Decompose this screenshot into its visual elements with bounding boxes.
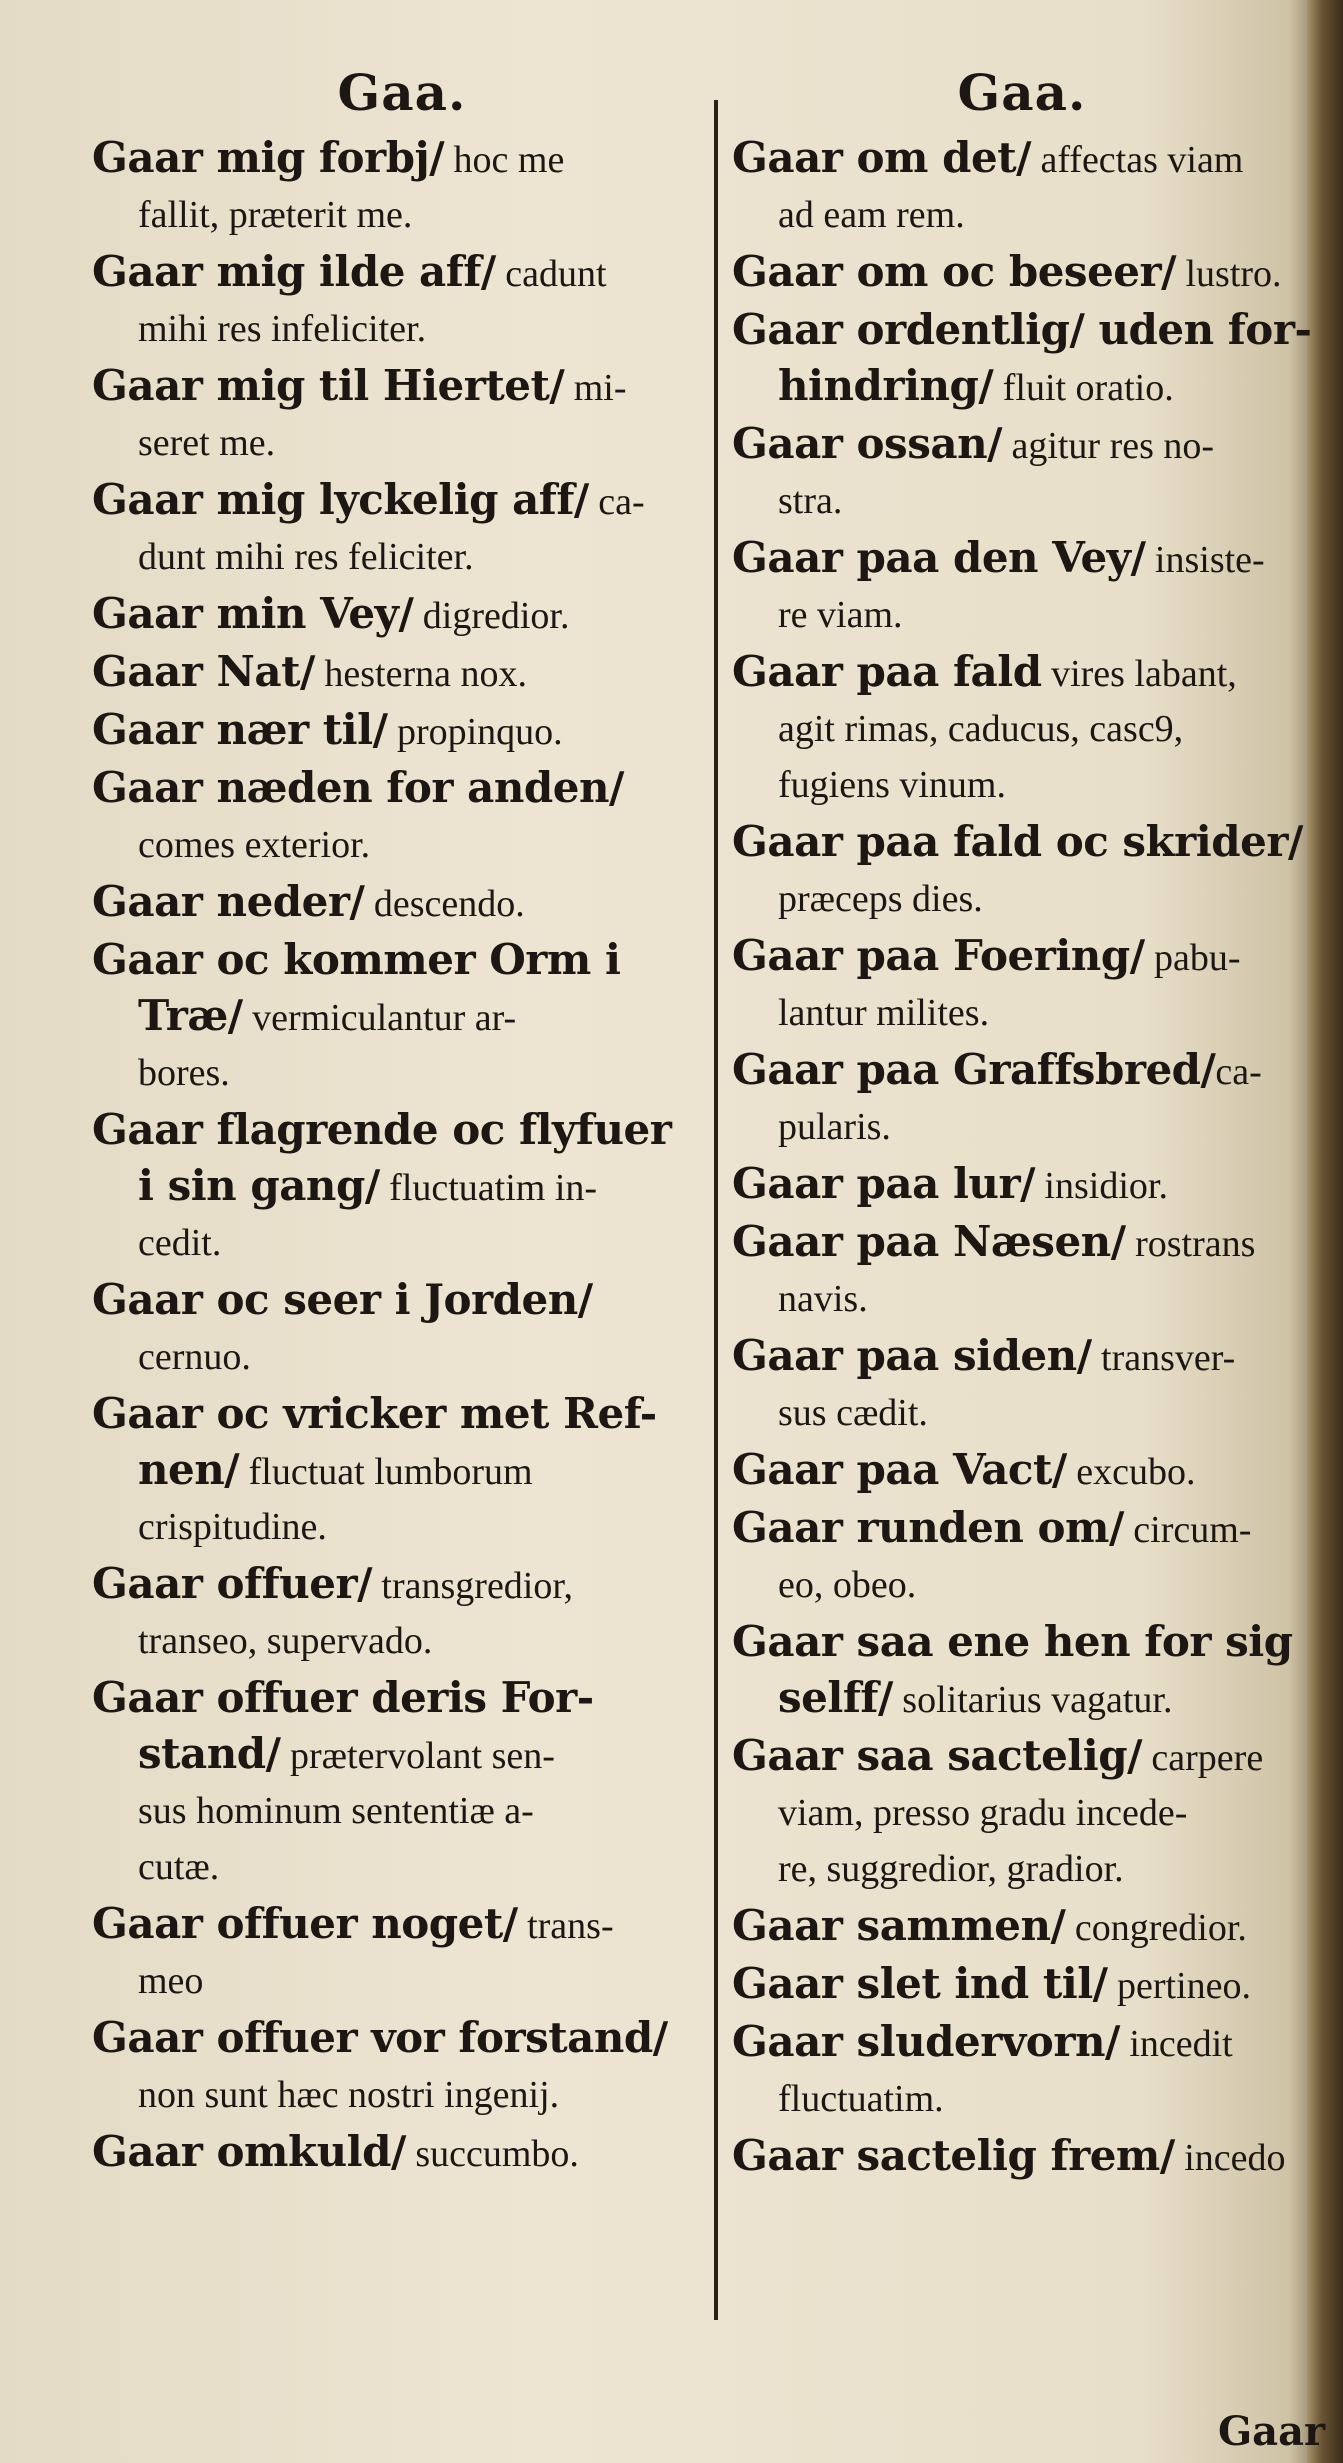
entry-gloss: agit rimas, caducus, casc9, <box>778 708 1184 750</box>
entry-lemma: nen/ <box>138 1445 240 1494</box>
dictionary-entry <box>732 244 1312 300</box>
entry-gloss: cutæ. <box>138 1846 220 1888</box>
entry-lemma: Gaar oc vricker met Ref- <box>92 1389 657 1438</box>
entry-gloss: circum- <box>1123 1509 1252 1551</box>
entry-lemma: Gaar mig ilde aff/ <box>92 247 496 296</box>
entry-line <box>92 472 712 528</box>
dictionary-entry <box>732 2014 1312 2126</box>
entry-line <box>92 300 712 356</box>
dictionary-entry <box>92 1670 712 1894</box>
dictionary-entry <box>92 932 712 1100</box>
dictionary-entry <box>732 814 1312 926</box>
entry-line <box>92 1782 712 1838</box>
dictionary-entry <box>92 472 712 584</box>
dictionary-entry <box>92 1556 712 1668</box>
entry-gloss: fluit oratio. <box>993 367 1174 409</box>
entry-line <box>732 756 1312 812</box>
dictionary-entry <box>92 358 712 470</box>
right-entries <box>732 130 1312 2184</box>
entry-gloss: fallit, præterit me. <box>138 194 413 236</box>
entry-line <box>92 1726 712 1782</box>
entry-gloss: fluctuat lumborum <box>239 1451 533 1493</box>
entry-line <box>732 700 1312 756</box>
dictionary-entry <box>732 1042 1312 1154</box>
entry-gloss: viam, presso gradu incede- <box>778 1792 1188 1834</box>
entry-line <box>92 644 712 700</box>
dictionary-entry <box>732 1956 1312 2012</box>
entry-lemma: Gaar næden for anden/ <box>92 763 624 812</box>
entry-line <box>732 416 1312 472</box>
entry-line <box>92 1328 712 1384</box>
left-column <box>92 60 712 2182</box>
entry-line <box>732 870 1312 926</box>
entry-lemma: Gaar saa ene hen for sig <box>732 1617 1293 1666</box>
entry-lemma: Gaar min Vey/ <box>92 589 414 638</box>
entry-line <box>92 1838 712 1894</box>
entry-line <box>732 1098 1312 1154</box>
entry-lemma: Gaar paa lur/ <box>732 1159 1035 1208</box>
entry-lemma: Gaar saa sactelig/ <box>732 1731 1142 1780</box>
dictionary-entry <box>732 1614 1312 1726</box>
entry-gloss: congredior. <box>1065 1907 1247 1949</box>
entry-gloss: præceps dies. <box>778 878 983 920</box>
dictionary-entry <box>732 416 1312 528</box>
entry-gloss: pertineo. <box>1107 1965 1252 2007</box>
dictionary-entry <box>92 874 712 930</box>
entry-line <box>732 358 1312 414</box>
entry-line <box>92 2010 712 2066</box>
right-column <box>732 60 1312 2186</box>
dictionary-entry <box>92 130 712 242</box>
catchword: Gaar <box>1218 2408 1326 2455</box>
entry-lemma: Gaar flagrende oc flyfuer <box>92 1105 672 1154</box>
entry-gloss: seret me. <box>138 422 276 464</box>
entry-gloss: trans- <box>517 1905 614 1947</box>
entry-gloss: vires labant, <box>1041 653 1237 695</box>
entry-line <box>92 358 712 414</box>
dictionary-entry <box>92 244 712 356</box>
dictionary-entry <box>732 644 1312 812</box>
entry-line <box>92 1044 712 1100</box>
entry-gloss: transgredior, <box>371 1565 573 1607</box>
entry-gloss: meo <box>138 1960 204 2002</box>
entry-lemma: Gaar runden om/ <box>732 1503 1124 1552</box>
entry-lemma: Gaar Nat/ <box>92 647 315 696</box>
entry-gloss: sus cædit. <box>778 1392 928 1434</box>
entry-lemma: Gaar offuer/ <box>92 1559 372 1608</box>
entry-lemma: Gaar sludervorn/ <box>732 2017 1120 2066</box>
entry-lemma: Gaar ordentlig/ uden for- <box>732 305 1312 354</box>
entry-gloss: insiste- <box>1145 539 1265 581</box>
entry-line <box>92 244 712 300</box>
entry-line <box>732 1270 1312 1326</box>
entry-gloss: pabu- <box>1144 937 1241 979</box>
entry-lemma: Gaar offuer noget/ <box>92 1899 518 1948</box>
entry-line <box>92 528 712 584</box>
entry-gloss: incedo <box>1174 2137 1286 2179</box>
entry-line <box>92 1952 712 2008</box>
entry-gloss: cadunt <box>495 253 607 295</box>
entry-line <box>92 1158 712 1214</box>
entry-lemma: Gaar mig til Hiertet/ <box>92 361 565 410</box>
entry-line <box>92 816 712 872</box>
entry-gloss: transver- <box>1091 1337 1236 1379</box>
entry-gloss: navis. <box>778 1278 868 1320</box>
entry-gloss: excubo. <box>1066 1451 1196 1493</box>
entry-gloss: solitarius vagatur. <box>892 1679 1173 1721</box>
entry-gloss: fluctuatim. <box>778 2078 944 2120</box>
entry-lemma: Gaar slet ind til/ <box>732 1959 1108 2008</box>
entry-line <box>92 1442 712 1498</box>
entry-lemma: Gaar om oc beseer/ <box>732 247 1176 296</box>
entry-lemma: Gaar sammen/ <box>732 1901 1066 1950</box>
entry-line <box>92 2066 712 2122</box>
entry-gloss: ca- <box>588 481 645 523</box>
entry-line <box>732 984 1312 1040</box>
entry-line <box>732 1214 1312 1270</box>
entry-lemma: Gaar paa Næsen/ <box>732 1217 1126 1266</box>
entry-line <box>732 1898 1312 1954</box>
entry-gloss: propinquo. <box>387 711 563 753</box>
entry-gloss: fluctuatim in- <box>379 1167 598 1209</box>
entry-gloss: crispitudine. <box>138 1506 327 1548</box>
entry-gloss: transeo, supervado. <box>138 1620 433 1662</box>
dictionary-entry <box>92 760 712 872</box>
entry-gloss: stra. <box>778 480 843 522</box>
entry-gloss: sus hominum sententiæ a- <box>138 1790 534 1832</box>
dictionary-entry <box>732 530 1312 642</box>
entry-line <box>732 1556 1312 1612</box>
entry-line <box>92 932 712 988</box>
entry-lemma: Gaar oc kommer Orm i <box>92 935 621 984</box>
entry-lemma: Gaar neder/ <box>92 877 365 926</box>
entry-line <box>732 1956 1312 2012</box>
entry-line <box>92 1612 712 1668</box>
entry-line <box>732 1670 1312 1726</box>
entry-line <box>92 1896 712 1952</box>
entry-gloss: lantur milites. <box>778 992 990 1034</box>
entry-gloss: dunt mihi res feliciter. <box>138 536 474 578</box>
dictionary-entry <box>732 1728 1312 1896</box>
entry-line <box>732 244 1312 300</box>
dictionary-entry <box>732 302 1312 414</box>
entry-line <box>92 760 712 816</box>
entry-gloss: mihi res infeliciter. <box>138 308 427 350</box>
dictionary-entry <box>732 130 1312 242</box>
entry-gloss: descendo. <box>364 883 525 925</box>
entry-line <box>92 1670 712 1726</box>
entry-line <box>732 1784 1312 1840</box>
entry-lemma: Gaar paa Graffsbred/ <box>732 1045 1216 1094</box>
entry-gloss: incedit <box>1119 2023 1233 2065</box>
entry-gloss: cedit. <box>138 1222 222 1264</box>
entry-gloss: ad eam rem. <box>778 194 965 236</box>
left-entries <box>92 130 712 2180</box>
entry-line <box>92 1272 712 1328</box>
entry-gloss: insidior. <box>1034 1165 1168 1207</box>
entry-lemma: Gaar paa fald oc skrider/ <box>732 817 1303 866</box>
dictionary-entry <box>732 1156 1312 1212</box>
entry-lemma: i sin gang/ <box>138 1161 380 1210</box>
entry-line <box>732 1156 1312 1212</box>
entry-gloss: fugiens vinum. <box>778 764 1006 806</box>
dictionary-entry <box>732 1898 1312 1954</box>
entry-gloss: cernuo. <box>138 1336 251 1378</box>
entry-line <box>732 586 1312 642</box>
entry-gloss: eo, obeo. <box>778 1564 917 1606</box>
entry-line <box>732 1042 1312 1098</box>
entry-line <box>92 988 712 1044</box>
entry-gloss: lustro. <box>1175 253 1282 295</box>
entry-lemma: Gaar paa Foering/ <box>732 931 1145 980</box>
dictionary-entry <box>92 702 712 758</box>
dictionary-entry <box>92 1272 712 1384</box>
entry-gloss: vermiculantur ar- <box>242 997 517 1039</box>
dictionary-entry <box>732 2128 1312 2184</box>
dictionary-entry <box>92 1896 712 2008</box>
entry-gloss: rostrans <box>1125 1223 1256 1265</box>
dictionary-entry <box>732 1328 1312 1440</box>
entry-line <box>732 1614 1312 1670</box>
column-rule <box>714 100 718 2320</box>
right-running-head: Gaa. <box>957 63 1087 122</box>
entry-line <box>732 1840 1312 1896</box>
book-spine <box>1307 0 1343 2463</box>
entry-line <box>92 586 712 642</box>
entry-gloss: carpere <box>1141 1737 1264 1779</box>
entry-gloss: digredior. <box>413 595 570 637</box>
entry-lemma: Træ/ <box>138 991 243 1040</box>
entry-line <box>92 874 712 930</box>
entry-gloss: ca- <box>1215 1051 1262 1093</box>
entry-line <box>732 302 1312 358</box>
entry-line <box>92 130 712 186</box>
dictionary-entry <box>92 644 712 700</box>
entry-gloss: hoc me <box>444 139 565 181</box>
entry-lemma: Gaar mig lyckelig aff/ <box>92 475 589 524</box>
entry-line <box>732 644 1312 700</box>
entry-line <box>732 1728 1312 1784</box>
entry-gloss: pularis. <box>778 1106 891 1148</box>
entry-line <box>732 530 1312 586</box>
entry-gloss: bores. <box>138 1052 230 1094</box>
entry-line <box>732 186 1312 242</box>
entry-gloss: mi- <box>564 367 627 409</box>
entry-line <box>92 1386 712 1442</box>
entry-gloss: comes exterior. <box>138 824 371 866</box>
entry-line <box>732 2070 1312 2126</box>
entry-line <box>92 1102 712 1158</box>
entry-lemma: Gaar paa fald <box>732 647 1042 696</box>
entry-gloss: non sunt hæc nostri ingenij. <box>138 2074 560 2116</box>
entry-line <box>732 130 1312 186</box>
dictionary-entry <box>92 2010 712 2122</box>
dictionary-entry <box>92 586 712 642</box>
entry-lemma: Gaar paa siden/ <box>732 1331 1092 1380</box>
entry-line <box>92 1214 712 1270</box>
entry-lemma: Gaar paa Vact/ <box>732 1445 1067 1494</box>
dictionary-entry <box>92 1102 712 1270</box>
entry-lemma: Gaar offuer deris For- <box>92 1673 594 1722</box>
entry-lemma: stand/ <box>138 1729 281 1778</box>
dictionary-entry <box>732 928 1312 1040</box>
entry-line <box>92 2124 712 2180</box>
entry-gloss: re, suggredior, gradior. <box>778 1848 1124 1890</box>
dictionary-entry <box>92 1386 712 1554</box>
entry-line <box>732 814 1312 870</box>
entry-lemma: Gaar mig forbj/ <box>92 133 445 182</box>
entry-gloss: prætervolant sen- <box>280 1735 555 1777</box>
entry-lemma: hindring/ <box>778 361 994 410</box>
entry-line <box>732 928 1312 984</box>
entry-line <box>92 1556 712 1612</box>
entry-lemma: Gaar paa den Vey/ <box>732 533 1146 582</box>
entry-line <box>732 2128 1312 2184</box>
entry-line <box>732 1500 1312 1556</box>
entry-line <box>732 1328 1312 1384</box>
entry-gloss: succumbo. <box>405 2133 579 2175</box>
dictionary-entry <box>92 2124 712 2180</box>
entry-lemma: Gaar omkuld/ <box>92 2127 406 2176</box>
dictionary-entry <box>732 1214 1312 1326</box>
entry-line <box>732 1384 1312 1440</box>
entry-line <box>732 1442 1312 1498</box>
entry-lemma: Gaar ossan/ <box>732 419 1002 468</box>
entry-gloss: hesterna nox. <box>314 653 527 695</box>
entry-gloss: affectas viam <box>1030 139 1244 181</box>
entry-lemma: Gaar oc seer i Jorden/ <box>92 1275 593 1324</box>
entry-lemma: selff/ <box>778 1673 893 1722</box>
entry-lemma: Gaar offuer vor forstand/ <box>92 2013 668 2062</box>
entry-line <box>92 186 712 242</box>
left-running-head: Gaa. <box>337 63 467 122</box>
entry-line <box>732 2014 1312 2070</box>
dictionary-entry <box>732 1442 1312 1498</box>
entry-line <box>92 414 712 470</box>
entry-line <box>732 472 1312 528</box>
entry-lemma: Gaar om det/ <box>732 133 1031 182</box>
entry-line <box>92 702 712 758</box>
entry-lemma: Gaar sactelig frem/ <box>732 2131 1175 2180</box>
dictionary-entry <box>732 1500 1312 1612</box>
entry-gloss: re viam. <box>778 594 903 636</box>
entry-line <box>92 1498 712 1554</box>
entry-lemma: Gaar nær til/ <box>92 705 388 754</box>
entry-gloss: agitur res no- <box>1001 425 1215 467</box>
